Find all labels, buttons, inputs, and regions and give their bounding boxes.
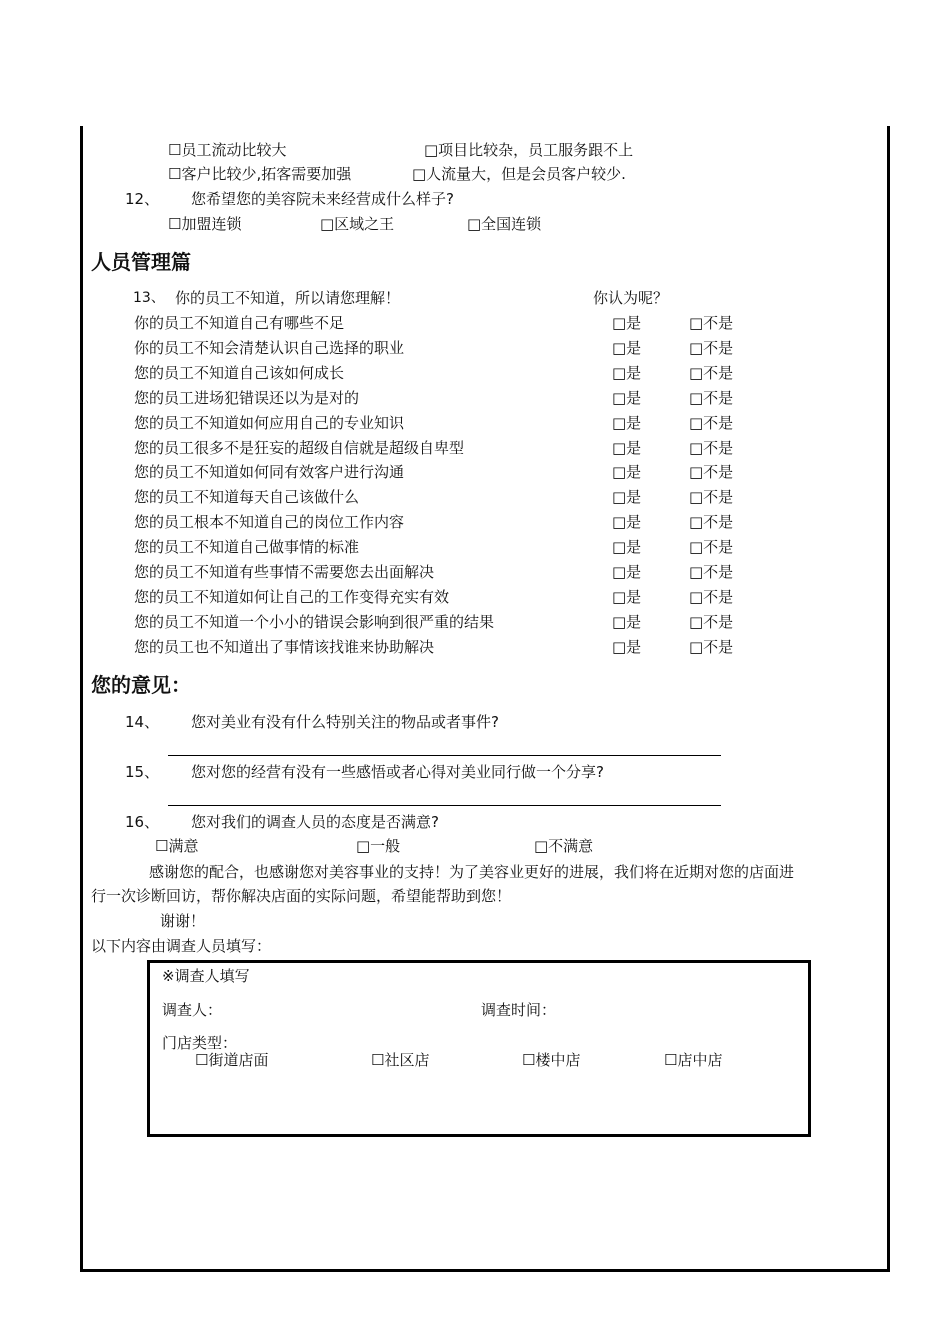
store-type-shop-in-shop[interactable]: ☐店中店 [664, 1051, 723, 1069]
q16-number: 16、 [125, 813, 160, 831]
q11-option-staff-turnover[interactable]: ☐员工流动比较大 [168, 141, 287, 159]
q13-yes-checkbox[interactable]: □是 [612, 563, 642, 581]
section-heading-opinion: 您的意见： [91, 673, 191, 697]
page-border-left [80, 126, 83, 1272]
q13-statement: 您的员工不知道如何同有效客户进行沟通 [134, 463, 405, 482]
q13-statement: 您的员工不知道一个小小的错误会影响到很严重的结果 [134, 612, 495, 631]
q13-yes-checkbox[interactable]: □是 [612, 488, 642, 507]
q13-statement: 您的员工不知道如何应用自己的专业知识 [134, 413, 405, 432]
investigator-box [147, 960, 811, 1137]
q13-statement: 您的员工不知道自己该如何成长 [134, 363, 345, 382]
q13-statement: 您的员工不知道每天自己该做什么 [134, 488, 360, 507]
q13-number: 13、 [133, 290, 165, 306]
q13-no-checkbox[interactable]: □不是 [689, 438, 734, 457]
survey-time-field[interactable]: 调查时间： [481, 1001, 557, 1019]
q14-question: 您对美业有没有什么特别关注的物品或者事件? [191, 713, 499, 731]
q13-yes-checkbox[interactable]: □是 [612, 438, 642, 457]
staff-fill-label: 以下内容由调查人员填写： [91, 937, 272, 955]
q12-number: 12、 [125, 190, 160, 208]
q13-yes-checkbox[interactable]: □是 [612, 413, 642, 432]
q13-no-checkbox[interactable]: □不是 [689, 538, 734, 557]
page-border-bottom [80, 1269, 890, 1272]
thanks-line-3: 谢谢！ [160, 912, 206, 930]
q13-yes-checkbox[interactable]: □是 [612, 463, 642, 482]
q13-no-checkbox[interactable]: □不是 [689, 612, 734, 631]
q12-option-national[interactable]: □全国连锁 [467, 215, 542, 233]
q12-option-regional[interactable]: □区域之王 [320, 215, 395, 233]
store-type-street[interactable]: ☐街道店面 [195, 1051, 269, 1069]
q13-no-checkbox[interactable]: □不是 [689, 637, 734, 656]
q13-statement: 您的员工也不知道出了事情该找谁来协助解决 [134, 637, 435, 656]
q14-number: 14、 [125, 713, 160, 731]
investigator-box-title: ※调查人填写 [162, 967, 250, 985]
q13-yes-checkbox[interactable]: □是 [612, 637, 642, 656]
q13-no-checkbox[interactable]: □不是 [689, 513, 734, 532]
q13-statement: 您的员工不知道如何让自己的工作变得充实有效 [134, 587, 450, 606]
q13-yes-checkbox[interactable]: □是 [612, 314, 642, 332]
q16-option-unsatisfied[interactable]: □不满意 [534, 837, 594, 855]
q13-no-checkbox[interactable]: □不是 [689, 338, 734, 357]
q13-yes-checkbox[interactable]: □是 [612, 338, 642, 357]
q13-statement: 你的员工不知会清楚认识自己选择的职业 [134, 338, 405, 357]
q16-option-satisfied[interactable]: ☐满意 [155, 837, 199, 855]
q13-no-checkbox[interactable]: □不是 [689, 488, 734, 507]
store-type-community[interactable]: ☐社区店 [371, 1051, 430, 1069]
store-type-building[interactable]: ☐楼中店 [522, 1051, 581, 1069]
q13-question: 你的员工不知道，所以请您理解！ [175, 289, 401, 307]
q15-answer-line[interactable] [168, 805, 721, 806]
q13-statement: 你的员工不知道自己有哪些不足 [134, 314, 345, 332]
q13-no-checkbox[interactable]: □不是 [689, 587, 734, 606]
q13-yes-checkbox[interactable]: □是 [612, 538, 642, 557]
q13-no-checkbox[interactable]: □不是 [689, 363, 734, 382]
q16-question: 您对我们的调查人员的态度是否满意? [191, 813, 439, 831]
q13-prompt: 你认为呢？ [593, 289, 669, 307]
thanks-line-1: 感谢您的配合，也感谢您对美容事业的支持！为了美容业更好的进展，我们将在近期对您的店面进 [149, 863, 795, 881]
q11-option-heavy-traffic[interactable]: □人流量大，但是会员客户较少. [412, 165, 626, 183]
q13-yes-checkbox[interactable]: □是 [612, 587, 642, 606]
q11-option-complex-projects[interactable]: □项目比较杂，员工服务跟不上 [424, 141, 634, 159]
q12-question: 您希望您的美容院未来经营成什么样子? [191, 190, 454, 208]
q13-statement: 您的员工进场犯错误还以为是对的 [134, 388, 360, 407]
q13-no-checkbox[interactable]: □不是 [689, 463, 734, 482]
q15-question: 您对您的经营有没有一些感悟或者心得对美业同行做一个分享? [191, 763, 604, 781]
thanks-line-2: 行一次诊断回访，帮你解决店面的实际问题，希望能帮助到您！ [91, 887, 512, 905]
q13-no-checkbox[interactable]: □不是 [689, 314, 734, 332]
q13-statement: 您的员工不知道自己做事情的标准 [134, 538, 360, 557]
investigator-field[interactable]: 调查人： [162, 1001, 223, 1019]
q16-option-average[interactable]: □一般 [356, 837, 401, 855]
q13-no-checkbox[interactable]: □不是 [689, 388, 734, 407]
q12-option-franchise[interactable]: ☐加盟连锁 [168, 215, 242, 233]
q13-no-checkbox[interactable]: □不是 [689, 413, 734, 432]
q13-yes-checkbox[interactable]: □是 [612, 612, 642, 631]
q13-no-checkbox[interactable]: □不是 [689, 563, 734, 581]
q15-number: 15、 [125, 763, 160, 781]
q13-yes-checkbox[interactable]: □是 [612, 388, 642, 407]
store-type-label: 门店类型： [162, 1034, 238, 1052]
q13-yes-checkbox[interactable]: □是 [612, 363, 642, 382]
page-border-right [887, 126, 890, 1272]
q13-statement: 您的员工不知道有些事情不需要您去出面解决 [134, 563, 435, 581]
section-heading-staff: 人员管理篇 [91, 250, 191, 274]
q13-statement: 您的员工很多不是狂妄的超级自信就是超级自卑型 [134, 438, 465, 457]
q13-yes-checkbox[interactable]: □是 [612, 513, 642, 532]
q13-statement: 您的员工根本不知道自己的岗位工作内容 [134, 513, 405, 532]
q14-answer-line[interactable] [168, 755, 721, 756]
q11-option-few-customers[interactable]: ☐客户比较少,拓客需要加强 [168, 165, 352, 183]
